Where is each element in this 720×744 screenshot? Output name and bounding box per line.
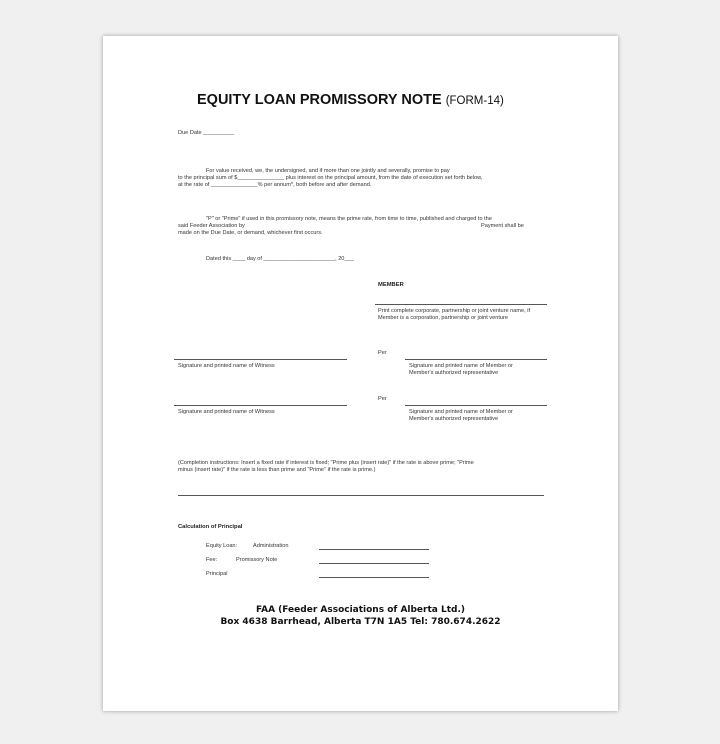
calc-heading: Calculation of Principal (178, 524, 243, 530)
calc-row-3-a: Principal (206, 571, 228, 577)
calc-row-1-line (319, 549, 429, 550)
completion-rule (178, 495, 544, 496)
calc-row-2-b: Promissory Note (236, 557, 278, 563)
member-sig1-label: Signature and printed name of Member or Member's authorized representative (409, 363, 513, 377)
para2-payment: Payment shall be (481, 223, 524, 229)
per2-label: Per (378, 396, 387, 402)
title-text: EQUITY LOAN PROMISSORY NOTE (197, 92, 442, 108)
print-member-note: Print complete corporate, partnership or joint venture name, if Member is a corporation, partnership or joint venture (378, 308, 531, 322)
member-sig2-line (405, 405, 547, 406)
footer-line1: FAA (Feeder Associations of Alberta Ltd.) (255, 605, 465, 615)
calc-row-1-b: Administration (253, 543, 289, 549)
document-title (197, 92, 504, 108)
calc-row-2-line (319, 563, 429, 564)
witness2-label: Signature and printed name of Witness (178, 409, 275, 415)
member-heading: MEMBER (378, 282, 404, 288)
para2-line1: "P" or "Prime" if used in this promissory note, means the prime rate, from time to time, published and charged to the (206, 216, 492, 222)
witness1-label: Signature and printed name of Witness (178, 363, 275, 369)
member-sig1-line (405, 359, 547, 360)
para2-line3: made on the Due Date, or demand, whichever first occurs. (178, 230, 323, 236)
dated-line: Dated this ____ day of _______________________, 20___ (206, 256, 354, 262)
due-date: Due Date __________ (178, 130, 235, 136)
footer-line2: Box 4638 Barrhead, Alberta T7N 1A5 Tel: 780.674.2622 (220, 617, 501, 627)
para1-line2: to the principal sum of $_______________ plus interest on the principal amount, from the date of execution set forth below, (178, 175, 483, 181)
form-tag: (FORM-14) (445, 95, 504, 107)
completion-line1: (Completion instructions: Insert a fixed rate if interest is fixed; "Prime plus (insert rate)" if the rate is above prime; "Prime (178, 460, 474, 466)
per1-label: Per (378, 350, 387, 356)
calc-row-3-line (319, 577, 429, 578)
para1-line3: at the rate of _______________% per annum*, both before and after demand. (178, 182, 372, 188)
para2-line2: said Feeder Association by (178, 223, 245, 229)
calc-row-2-a: Fee: (206, 557, 218, 563)
document-page (103, 36, 618, 711)
para1-line1: For value received, we, the undersigned, and if more than one jointly and severally, promise to pay (206, 168, 450, 174)
completion-line2: minus (insert rate)" if the rate is less than prime and "Prime" if the rate is prime.) (178, 467, 376, 473)
calc-row-1-a: Equity Loan: (206, 543, 238, 549)
member-sig2-label: Signature and printed name of Member or Member's authorized representative (409, 409, 513, 423)
witness1-line (174, 359, 347, 360)
member-name-line (375, 304, 547, 305)
witness2-line (174, 405, 347, 406)
